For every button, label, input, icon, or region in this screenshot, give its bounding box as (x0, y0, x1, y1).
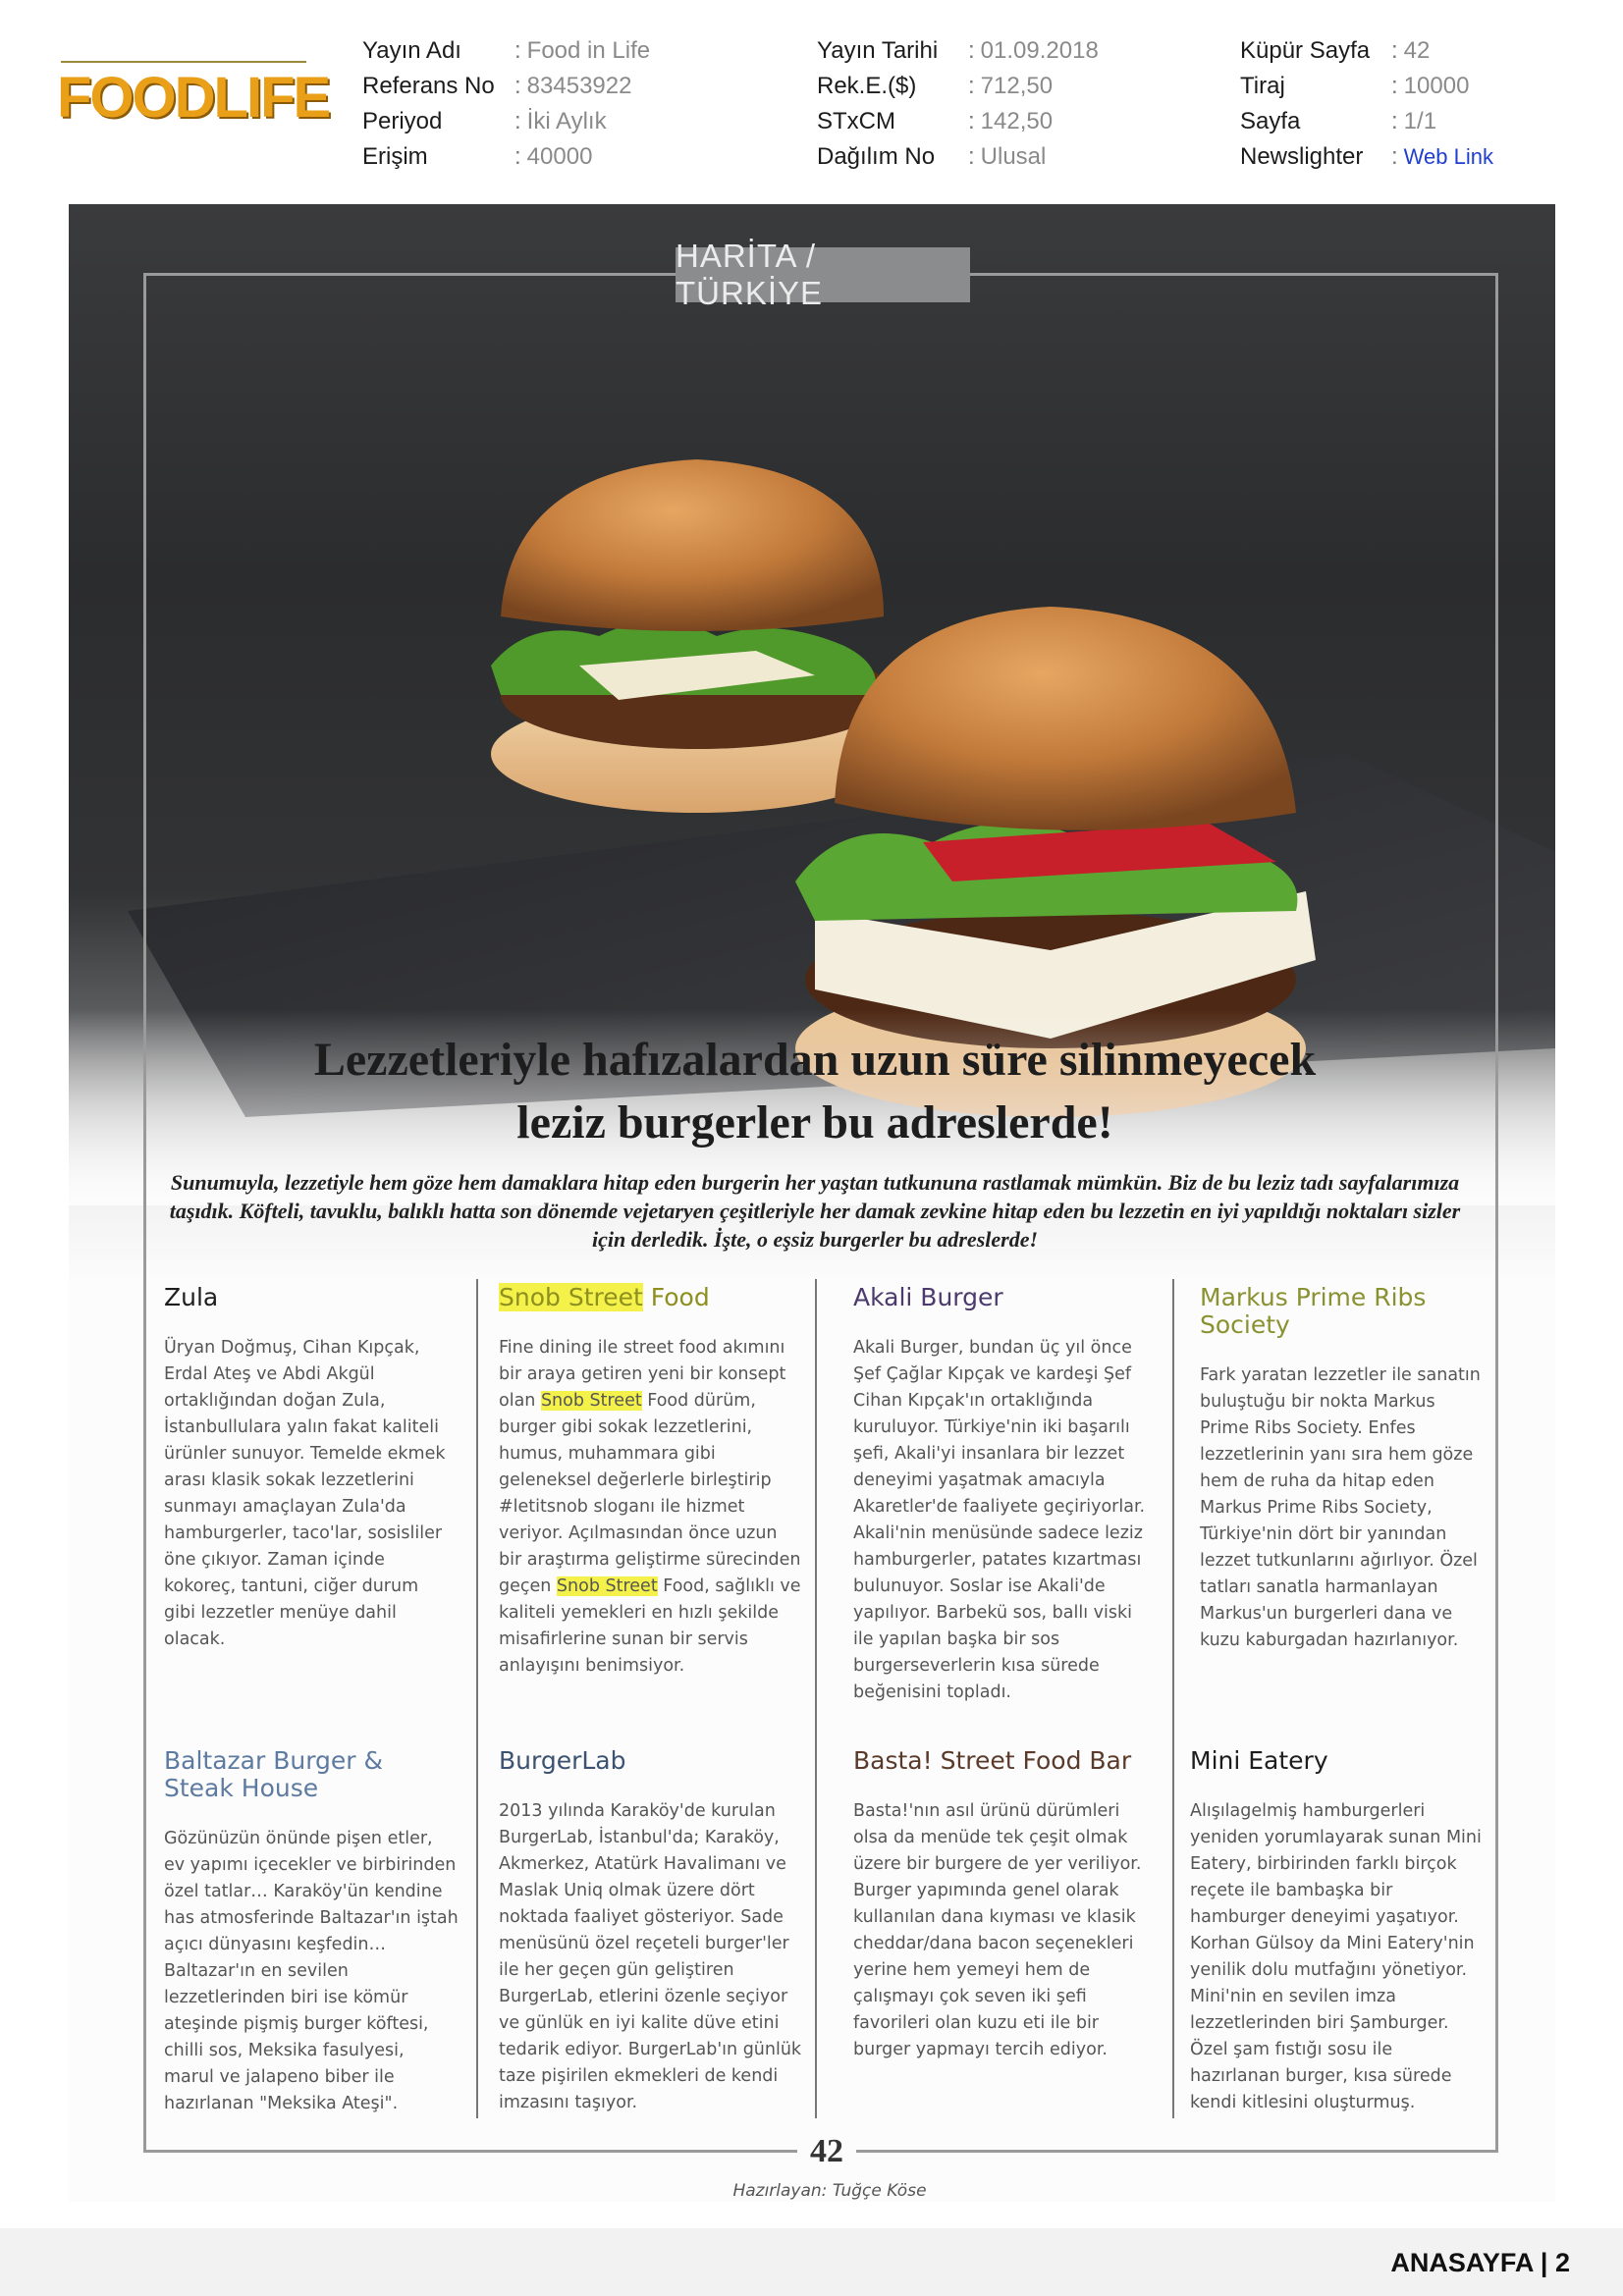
meta-row-reach: Erişim : 40000 (362, 143, 593, 170)
meta-value: Ulusal (980, 143, 1047, 170)
meta-value: 42 (1403, 37, 1431, 64)
meta-value: 10000 (1403, 73, 1470, 99)
meta-value: 1/1 (1403, 108, 1437, 134)
meta-key: Küpür Sayfa (1240, 37, 1371, 64)
meta-row-publication: Yayın Adı : Food in Life (362, 37, 651, 64)
meta-value: Food in Life (526, 37, 651, 64)
meta-key: Tiraj (1240, 73, 1285, 99)
logo-wordmark: FOODLIFE (57, 66, 330, 130)
venue-title: BurgerLab (499, 1746, 626, 1775)
food-in-life-logo (57, 61, 330, 147)
headline-line-1: Lezzetleriyle hafızalardan uzun süre silinmeyecek (313, 1034, 1317, 1086)
venue-markus-prime (1200, 1284, 1485, 1654)
meta-column-3 (1240, 33, 1493, 175)
venue-baltazar (164, 1747, 459, 2117)
meta-value: 01.09.2018 (980, 37, 1099, 64)
highlight: Snob Street (556, 1576, 658, 1596)
meta-row-page: Sayfa : 1/1 (1240, 108, 1437, 134)
meta-row-newslighter: Newslighter : Web Link (1240, 143, 1493, 170)
venue-body: Basta!'nın asıl ürünü dürümleri olsa da menüde tek çeşit olmak üzere bir burgere de yer veriliyor. Burger yapımında genel olarak kullanılan dana kıyması ve klasik cheddar/dana bacon seçenekleri yerine hem yemeyi hem de çalışmayı çok seven iki şefi favorileri olan kuzu eti ile bir burger yapmayı tercih ediyor. (853, 1801, 1142, 2059)
venue-body: Akali Burger, bundan üç yıl önce Şef Çağlar Kıpçak ve kardeşi Şef Cihan Kıpçak'ın ortaklığında kuruluyor. Türkiye'nin iki başarılı şefi, Akali'yi insanlara bir lezzet deneyimi yaşatmak amacıyla Akaretler'de faaliyete geçiriyorlar. Akali'nin menüsünde sadece leziz hamburgerler, patates kızartması bulunuyor. Soslar ise Akali'de yapılıyor. Barbekü sos, ballı viski ile yapılan başka bir sos burgerseverlerin kısa sürede beğenisini topladı. (853, 1338, 1146, 1702)
column-divider (476, 1279, 478, 2118)
venue-akali-burger (853, 1284, 1153, 1706)
meta-key: STxCM (817, 108, 895, 134)
venue-title: Zula (164, 1283, 219, 1311)
article-headline (187, 1029, 1443, 1154)
meta-key: Newslighter (1240, 143, 1364, 170)
venue-body: Fine dining ile street food akımını bir araya getiren yeni bir konsept olan Snob Street Food dürüm, burger gibi sokak lezzetlerini, humus, muhammara gibi geleneksel değerlerle birleştirip #letitsnob sloganı ile hizmet veriyor. Açılmasından önce uzun bir araştırma geliştirme sürecinden geçen Snob Street Food, sağlıklı ve kaliteli yemekleri en hızlı şekilde misafirlerine sunan bir servis anlayışını benimsiyor. (499, 1338, 801, 1676)
meta-key: Yayın Adı (362, 37, 461, 64)
highlight: Snob Street (499, 1283, 643, 1311)
meta-row-stxcm: STxCM : 142,50 (817, 108, 1054, 134)
venue-body: Gözünüzün önünde pişen etler, ev yapımı içecekler ve birbirinden özel tatlar… Karaköy'ün kendine has atmosferinde Baltazar'ın iştah açıcı dünyasını keşfedin… Baltazar'ın en sevilen lezzetlerinden biri ise kömür ateşinde pişmiş burger köftesi, chilli sos, Meksika fasulyesi, marul ve jalapeno biber ile hazırlanan "Meksika Ateşi". (164, 1829, 459, 2113)
meta-key: Referans No (362, 73, 495, 99)
venue-body: 2013 yılında Karaköy'de kurulan BurgerLab, İstanbul'da; Karaköy, Akmerkez, Atatürk Havalimanı ve Maslak Uniq olmak üzere dört noktada faaliyet gösteriyor. Sade menüsünü özel reçeteli burger'ler ile her geçen gün geliştiren BurgerLab, etlerini özenle seçiyor ve günlük en iyi kalite düve etini tedarik ediyor. BurgerLab'ın günlük taze pişirilen ekmekleri de kendi imzasını taşıyor. (499, 1801, 802, 2112)
venue-mini-eatery (1190, 1747, 1485, 2116)
venue-burgerlab (499, 1747, 803, 2116)
venue-title: Baltazar Burger & Steak House (164, 1746, 384, 1802)
meta-value: 712,50 (980, 73, 1054, 99)
venue-basta (853, 1747, 1153, 2063)
venue-body: Fark yaratan lezzetler ile sanatın buluştuğu bir nokta Markus Prime Ribs Society. Enfes lezzetlerinin yanı sıra hem göze hem de ruha da hitap eden Markus Prime Ribs Society, Türkiye'nin dört bir yanından lezzet tutkunlarını ağırlıyor. Özel tatları sanatla harmanlayan Markus'un burgerleri dana ve kuzu kaburgadan hazırlanıyor. (1200, 1365, 1481, 1650)
venue-title: Basta! Street Food Bar (853, 1746, 1132, 1775)
meta-row-period: Periyod : İki Aylık (362, 108, 607, 134)
meta-row-ad-equivalent: Rek.E.($) : 712,50 (817, 73, 1054, 99)
author-credit: Hazırlayan: Tuğçe Köse (732, 2181, 927, 2201)
footer-bar (0, 2228, 1623, 2296)
meta-key: Yayın Tarihi (817, 37, 939, 64)
venue-zula (164, 1284, 451, 1653)
meta-row-distribution: Dağılım No : Ulusal (817, 143, 1047, 170)
meta-value: İki Aylık (526, 108, 607, 134)
column-divider (1172, 1279, 1174, 2118)
meta-column-2 (817, 33, 1099, 175)
meta-row-circulation: Tiraj : 10000 (1240, 73, 1470, 99)
meta-key: Rek.E.($) (817, 73, 917, 99)
highlight: Snob Street (540, 1391, 642, 1411)
web-link[interactable]: Web Link (1403, 144, 1493, 169)
meta-key: Erişim (362, 143, 428, 170)
meta-key: Sayfa (1240, 108, 1301, 134)
venue-title: Akali Burger (853, 1283, 1003, 1311)
venue-title: Markus Prime Ribs Society (1200, 1283, 1427, 1339)
venue-title: Snob Street Food (499, 1283, 710, 1311)
meta-key: Periyod (362, 108, 443, 134)
meta-row-reference: Referans No : 83453922 (362, 73, 632, 99)
venue-body: Üryan Doğmuş, Cihan Kıpçak, Erdal Ateş ve Abdi Akgül ortaklığından doğan Zula, İstanbullulara yalın fakat kaliteli ürünler sunuyor. Temelde ekmek arası klasik sokak lezzetlerini sunmayı amaçlayan Zula'da hamburgerler, taco'lar, sosisliler öne çıkıyor. Zaman içinde kokoreç, tantuni, ciğer durum gibi lezzetler menüye dahil olacak. (164, 1338, 446, 1649)
headline-line-2: leziz burgerler bu adreslerde! (516, 1096, 1113, 1148)
article-intro: Sunumuyla, lezzetiyle hem göze hem damaklara hitap eden burgerin her yaştan tutkununa rastlamak mümkün. Biz de bu leziz tadı sayfalarımıza taşıdık. Köfteli, tavuklu, balıklı hatta son dönemde vejetaryen çeşitleriyle her damak zevkine hitap eden bu lezzetin en iyi yapıldığı noktaları sizler için derledik. İşte, o eşsiz burgerler bu adreslerde! (169, 1170, 1461, 1252)
meta-value: 40000 (526, 143, 593, 170)
meta-row-date: Yayın Tarihi : 01.09.2018 (817, 37, 1099, 64)
venue-snob-street (499, 1284, 803, 1680)
meta-value: 142,50 (980, 108, 1054, 134)
magazine-page (69, 204, 1555, 2202)
home-page-label[interactable]: ANASAYFA | 2 (1390, 2248, 1570, 2277)
column-divider (815, 1279, 817, 2118)
meta-value: 83453922 (526, 73, 632, 99)
meta-row-clip-page: Küpür Sayfa : 42 (1240, 37, 1431, 64)
meta-column-1 (362, 33, 650, 175)
venue-title: Mini Eatery (1190, 1746, 1328, 1775)
venue-body: Alışılagelmiş hamburgerleri yeniden yorumlayarak sunan Mini Eatery, birbirinden farklı birçok reçete ile bambaşka bir hamburger deneyimi yaşatıyor. Korhan Gülsoy da Mini Eatery'nin yenilik dolu mutfağını yönetiyor. Mini'nin en sevilen imza lezzetlerinden biri Şamburger. Özel şam fıstığı sosu ile hazırlanan burger, kısa sürede kendi kitlesini oluşturmuş. (1190, 1801, 1482, 2112)
section-badge: HARİTA / TÜRKİYE (676, 247, 970, 302)
page-number: 42 (797, 2133, 856, 2170)
meta-key: Dağılım No (817, 143, 936, 170)
